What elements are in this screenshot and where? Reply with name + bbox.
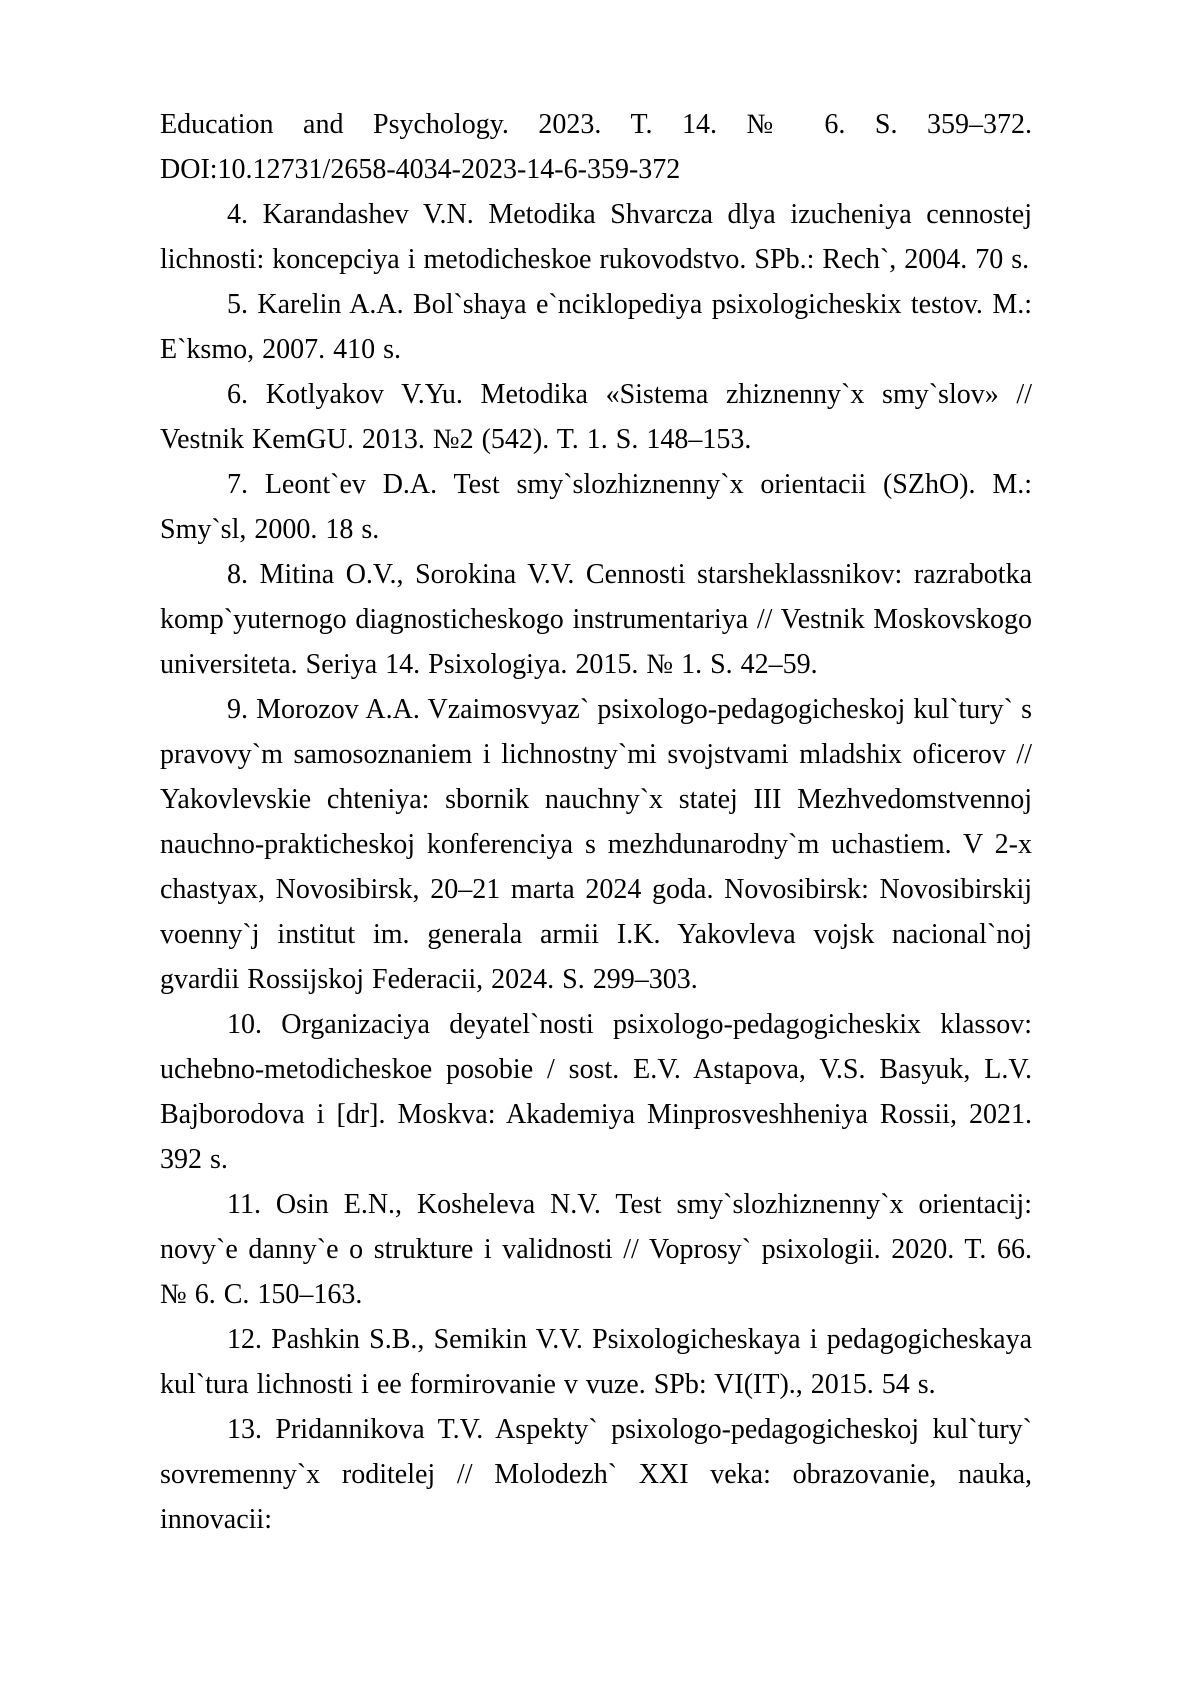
reference-item-12: 12. Pashkin S.B., Semikin V.V. Psixologicheskaya i pedagogicheskaya kul`tura lichnosti i ee formirovanie v vuze. SPb: VI(IT)., 2015. 54 s. [160, 1324, 1032, 1400]
reference-item-10: 10. Organizaciya deyatel`nosti psixologo-pedagogicheskix klassov: uchebno-metodicheskoe posobie / sost. E.V. Astapova, V.S. Basyuk, L.V. Bajborodova i [dr]. Moskva: Akademiya Minprosveshheniya Rossii, 2021. 392 s. [160, 1009, 1032, 1175]
reference-item-6: 6. Kotlyakov V.Yu. Metodika «Sistema zhiznenny`x smy`slov» // Vestnik KemGU. 2013. №2 (542). T. 1. S. 148–153. [160, 379, 1032, 455]
reference-item-4: 4. Karandashev V.N. Metodika Shvarcza dlya izucheniya cennostej lichnosti: koncepciya i metodicheskoe rukovodstvo. SPb.: Rech`, 2004. 70 s. [160, 199, 1032, 275]
reference-item-11: 11. Osin E.N., Kosheleva N.V. Test smy`slozhiznenny`x orientacij: novy`e danny`e o strukture i validnosti // Voprosy` psixologii. 2020. T. 66. № 6. C. 150–163. [160, 1189, 1032, 1310]
reference-item-13: 13. Pridannikova T.V. Aspekty` psixologo-pedagogicheskoj kul`tury` sovremenny`x roditelej // Molodezh` XXI veka: obrazovanie, nauka, innovacii: [160, 1414, 1032, 1535]
reference-item-8: 8. Mitina O.V., Sorokina V.V. Cennosti starsheklassnikov: razrabotka komp`yuternogo diagnosticheskogo instrumentariya // Vestnik Moskovskogo universiteta. Seriya 14. Psixologiya. 2015. № 1. S. 42–59. [160, 559, 1032, 680]
reference-item-5: 5. Karelin A.A. Bol`shaya e`nciklopediya psixologicheskix testov. M.: E`ksmo, 2007. 410 s. [160, 289, 1032, 365]
reference-item-7: 7. Leont`ev D.A. Test smy`slozhiznenny`x orientacii (SZhO). M.: Smy`sl, 2000. 18 s. [160, 469, 1032, 545]
reference-continuation: Education and Psychology. 2023. T. 14. № 6. S. 359–372. DOI:10.12731/2658-4034-2023-14-6-359-372 [160, 109, 1032, 185]
reference-item-9: 9. Morozov A.A. Vzaimosvyaz` psixologo-pedagogicheskoj kul`tury` s pravovy`m samosoznaniem i lichnostny`mi svojstvami mladshix oficerov // Yakovlevskie chteniya: sbornik nauchny`x statej III Mezhvedomstvennoj nauchno-prakticheskoj konferenciya s mezhdunarodny`m uchastiem. V 2-x chastyax, Novosibirsk, 20–21 marta 2024 goda. Novosibirsk: Novosibirskij voenny`j institut im. generala armii I.K. Yakovleva vojsk nacional`noj gvardii Rossijskoj Federacii, 2024. S. 299–303. [160, 694, 1032, 995]
